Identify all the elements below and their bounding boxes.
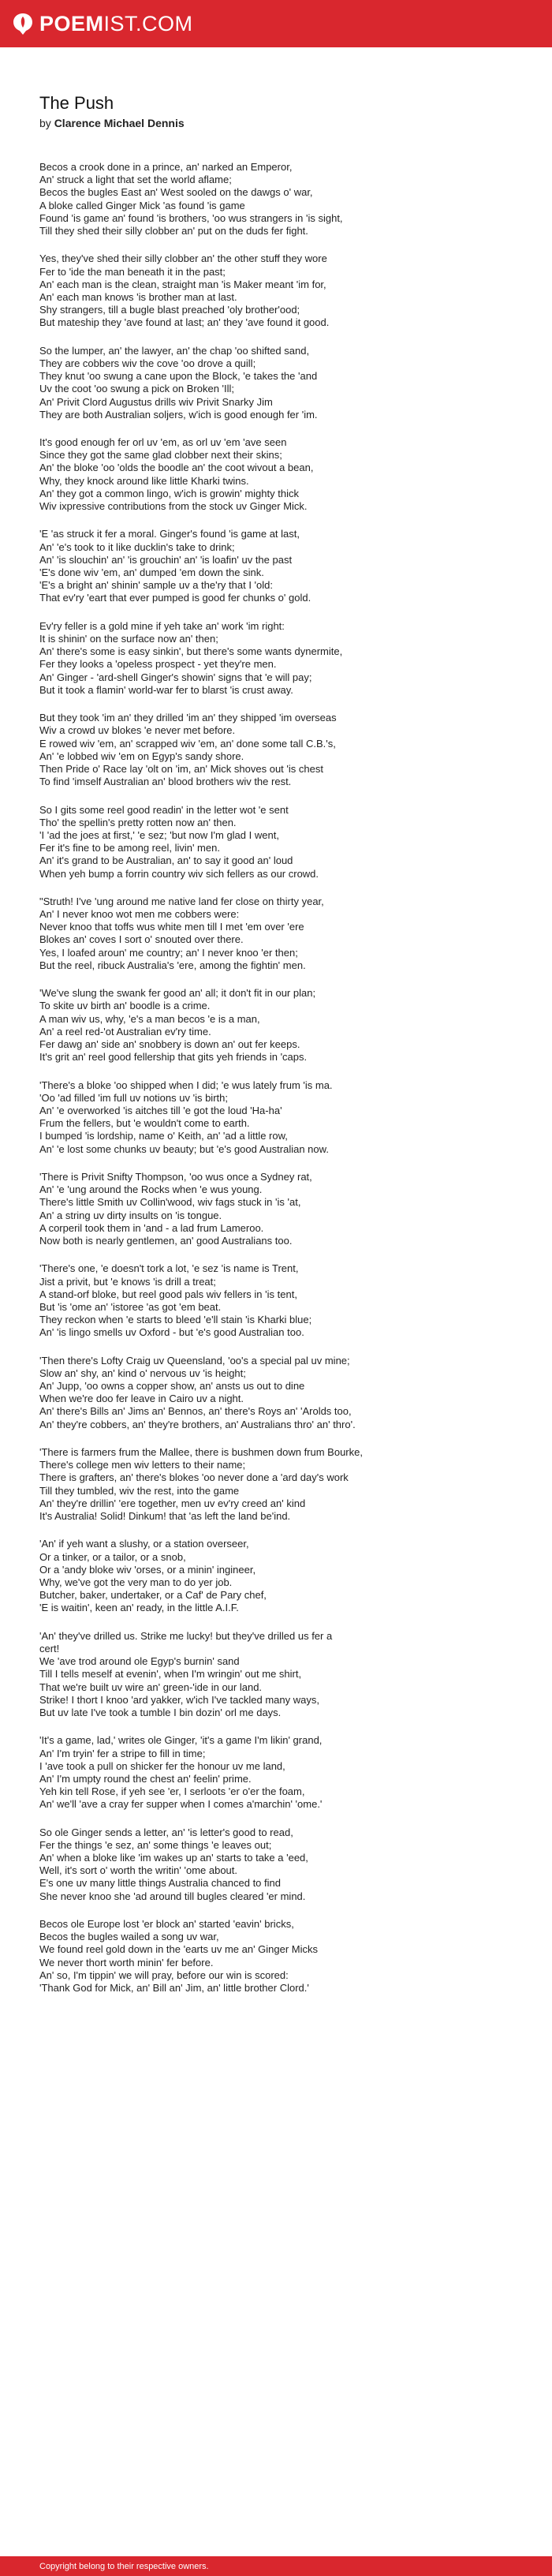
poem-line: "Struth! I've 'ung around me native land fer close on thirty year, bbox=[39, 895, 324, 907]
poem-byline bbox=[39, 117, 528, 129]
poem-stanza bbox=[39, 1538, 528, 1614]
poem-line: An' each man knows 'is brother man at last. bbox=[39, 290, 237, 303]
poem-line: To skite uv birth an' boodle is a crime. bbox=[39, 1000, 211, 1012]
poem-line: 'E 'as struck it fer a moral. Ginger's found 'is game at last, bbox=[39, 528, 300, 540]
poem-line: An' each man is the clean, straight man 'is Maker meant 'im for, bbox=[39, 278, 326, 290]
poem-line: An' Privit Clord Augustus drills wiv Privit Snarky Jim bbox=[39, 395, 273, 408]
poem-stanza bbox=[39, 1918, 528, 1995]
poem-line: An' it's grand to be Australian, an' to say it good an' loud bbox=[39, 854, 293, 867]
poem-stanza bbox=[39, 620, 528, 697]
poem-line: An' struck a light that set the world aflame; bbox=[39, 174, 232, 186]
poem-line: An' 'e 'ung around the Rocks when 'e wus young. bbox=[39, 1183, 263, 1196]
poem-line: It's good enough fer orl uv 'em, as orl uv 'em 'ave seen bbox=[39, 436, 287, 449]
poem-stanza bbox=[39, 1734, 528, 1811]
poem-line: 'An' if yeh want a slushy, or a station overseer, bbox=[39, 1538, 249, 1550]
poem-line: 'E is waitin', keen an' ready, in the little A.I.F. bbox=[39, 1602, 239, 1614]
poem-stanza bbox=[39, 1171, 528, 1247]
poem-line: 'E's a bright an' shinin' sample uv a the'ry that I 'old: bbox=[39, 579, 273, 592]
poem-line: E's one uv many little things Australia chanced to find bbox=[39, 1877, 281, 1890]
poem-line: 'We've slung the swank fer good an' all; it don't fit in our plan; bbox=[39, 987, 316, 1000]
poem-line: An' 'e lost some chunks uv beauty; but 'e's good Australian now. bbox=[39, 1142, 329, 1155]
poem-line: Well, it's sort o' worth the writin' 'ome about. bbox=[39, 1864, 238, 1877]
poem-line: Or a 'andy bloke wiv 'orses, or a minin' ingineer, bbox=[39, 1563, 256, 1576]
poem-line: Then Pride o' Race lay 'olt on 'im, an' Mick shoves out 'is chest bbox=[39, 762, 323, 775]
poem-line: Fer dawg an' side an' snobbery is down an' out fer keeps. bbox=[39, 1038, 300, 1051]
poem-author[interactable]: Clarence Michael Dennis bbox=[54, 117, 185, 129]
poem-line: cert! bbox=[39, 1642, 60, 1654]
poem-stanza bbox=[39, 436, 528, 513]
poem-line: A stand-orf bloke, but reel good pals wiv fellers in 'is tent, bbox=[39, 1288, 297, 1300]
poem-stanza bbox=[39, 345, 528, 421]
poem-line: It is shinin' on the surface now an' then; bbox=[39, 633, 218, 645]
poem-title: The Push bbox=[39, 93, 114, 113]
poem-line: Becos the bugles wailed a song uv war, bbox=[39, 1931, 219, 1943]
poem-line: Tho' the spellin's pretty rotten now an' then. bbox=[39, 816, 237, 828]
poem-line: 'E's done wiv 'em, an' dumped 'em down the sink. bbox=[39, 566, 264, 579]
poem-line: There is grafters, an' there's blokes 'oo never done a 'ard day's work bbox=[39, 1471, 349, 1484]
poem-line: She never knoo she 'ad around till bugles cleared 'er mind. bbox=[39, 1890, 306, 1902]
poem-line: An' 'e overworked 'is aitches till 'e got the loud 'Ha-ha' bbox=[39, 1105, 282, 1116]
poem-body bbox=[39, 161, 528, 1995]
poem-line: Till they shed their silly clobber an' put on the duds fer fight. bbox=[39, 225, 308, 237]
poem-line: An' we'll 'ave a cray fer supper when I comes a'marchin' 'ome.' bbox=[39, 1798, 323, 1811]
poem-line: That ev'ry 'eart that ever pumped is good fer chunks o' gold. bbox=[39, 592, 311, 604]
poem-line: An' they're cobbers, an' they're brothers, an' Australians thro' an' thro'. bbox=[39, 1418, 356, 1430]
poem-line: But 'is 'ome an' 'istoree 'as got 'em beat. bbox=[39, 1300, 222, 1313]
poem-line: It's grit an' reel good fellership that gits yeh friends in 'caps. bbox=[39, 1051, 308, 1064]
byline-label: by bbox=[39, 117, 51, 129]
poem-line: We never thort worth minin' fer before. bbox=[39, 1956, 214, 1968]
poem-line: But mateship they 'ave found at last; an' they 'ave found it good. bbox=[39, 316, 330, 329]
copyright-text: Copyright belong to their respective owners. bbox=[39, 2561, 209, 2571]
poem-stanza bbox=[39, 1079, 528, 1156]
poem-line: Fer it's fine to be among reel, livin' men. bbox=[39, 842, 220, 854]
poem-line: An' Ginger - 'ard-shell Ginger's showin' signs that 'e will pay; bbox=[39, 671, 312, 683]
poem-content bbox=[39, 93, 528, 2010]
poem-line: An' 'is slouchin' an' 'is grouchin' an' 'is loafin' uv the past bbox=[39, 553, 293, 566]
poem-line: An' I never knoo wot men me cobbers were: bbox=[39, 908, 240, 921]
poem-line: They are both Australian soljers, w'ich is good enough fer 'im. bbox=[39, 408, 318, 421]
poem-line: When yeh bump a forrin country wiv sich fellers as our crowd. bbox=[39, 867, 319, 880]
poem-line: An' a string uv dirty insults on 'is tongue. bbox=[39, 1209, 222, 1221]
poem-line: So ole Ginger sends a letter, an' 'is letter's good to read, bbox=[39, 1826, 293, 1838]
poem-line: Till I tells meself at evenin', when I'm wringin' out me shirt, bbox=[39, 1668, 302, 1681]
poem-line: Shy strangers, till a bugle blast preached 'oly brother'ood; bbox=[39, 304, 300, 316]
poem-line: An' 'e's took to it like ducklin's take to drink; bbox=[39, 540, 235, 553]
poem-line: An' there's Bills an' Jims an' Bennos, an' there's Roys an' 'Arolds too, bbox=[39, 1405, 352, 1418]
poem-line: An' I'm tryin' fer a stripe to fill in time; bbox=[39, 1747, 206, 1759]
poem-line: A bloke called Ginger Mick 'as found 'is game bbox=[39, 199, 245, 211]
poem-line: Yes, I loafed aroun' me country; an' I never knoo 'er then; bbox=[39, 946, 298, 959]
poem-line: Uv the coot 'oo swung a pick on Broken 'Ill; bbox=[39, 383, 235, 395]
site-logo[interactable] bbox=[11, 12, 193, 36]
poem-line: But it took a flamin' world-war fer to blarst 'is crust away. bbox=[39, 683, 293, 696]
poem-line: Jist a privit, but 'e knows 'is drill a treat; bbox=[39, 1275, 216, 1288]
poem-line: Fer they looks a 'opeless prospect - yet they're men. bbox=[39, 658, 277, 671]
poem-line: So the lumper, an' the lawyer, an' the chap 'oo shifted sand, bbox=[39, 344, 310, 357]
poem-line: To find 'imself Australian an' blood brothers wiv the rest. bbox=[39, 776, 292, 788]
poem-line: 'There's a bloke 'oo shipped when I did; 'e wus lately frum 'is ma. bbox=[39, 1079, 333, 1091]
poem-line: Till they tumbled, wiv the rest, into the game bbox=[39, 1484, 240, 1497]
poem-line: A man wiv us, why, 'e's a man becos 'e is a man, bbox=[39, 1012, 260, 1025]
poem-line: 'There is Privit Snifty Thompson, 'oo wus once a Sydney rat, bbox=[39, 1170, 312, 1183]
poem-line: 'An' they've drilled us. Strike me lucky! but they've drilled us fer a bbox=[39, 1629, 333, 1642]
poem-line: They reckon when 'e starts to bleed 'e'll stain 'is Kharki blue; bbox=[39, 1314, 312, 1326]
poem-line: There's little Smith uv Collin'wood, wiv fags stuck in 'is 'at, bbox=[39, 1196, 301, 1209]
site-footer bbox=[0, 2556, 552, 2576]
poem-line: Ev'ry feller is a gold mine if yeh take an' work 'im right: bbox=[39, 619, 285, 632]
poem-line: An' the bloke 'oo 'olds the boodle an' the coot wivout a bean, bbox=[39, 462, 314, 474]
poem-line: Frum the fellers, but 'e wouldn't come to earth. bbox=[39, 1117, 250, 1130]
poem-line: They are cobbers wiv the cove 'oo drove a quill; bbox=[39, 357, 256, 369]
poem-line: Since they got the same glad clobber next their skins; bbox=[39, 449, 282, 462]
poem-stanza bbox=[39, 1826, 528, 1903]
poem-stanza bbox=[39, 1630, 528, 1719]
poem-line: But the reel, ribuck Australia's 'ere, among the fightin' men. bbox=[39, 959, 306, 971]
poem-line: An' 'is lingo smells uv Oxford - but 'e's good Australian too. bbox=[39, 1326, 304, 1339]
poem-line: Strike! I thort I knoo 'ard yakker, w'ich I've tackled many ways, bbox=[39, 1693, 319, 1706]
poem-stanza bbox=[39, 1355, 528, 1431]
poem-line: An' I'm umpty round the chest an' feelin' prime. bbox=[39, 1772, 252, 1785]
poem-line: 'Then there's Lofty Craig uv Queensland, 'oo's a special pal uv mine; bbox=[39, 1354, 350, 1367]
poem-line: An' they're drillin' 'ere together, men uv ev'ry creed an' kind bbox=[39, 1497, 306, 1509]
poem-line: Wiv ixpressive contributions from the stock uv Ginger Mick. bbox=[39, 500, 308, 513]
poem-stanza bbox=[39, 252, 528, 329]
poem-stanza bbox=[39, 161, 528, 237]
site-header bbox=[0, 0, 552, 47]
poem-line: Wiv a crowd uv blokes 'e never met before. bbox=[39, 724, 236, 737]
poem-stanza bbox=[39, 1262, 528, 1339]
poem-line: Slow an' shy, an' kind o' nervous uv 'is height; bbox=[39, 1367, 246, 1379]
poem-line: Becos a crook done in a prince, an' narked an Emperor, bbox=[39, 161, 293, 173]
poem-line: Why, they knock around like little Kharki twins. bbox=[39, 474, 249, 487]
poem-line: 'Thank God for Mick, an' Bill an' Jim, an' little brother Clord.' bbox=[39, 1982, 309, 1995]
poem-line: It's Australia! Solid! Dinkum! that 'as left the land be'ind. bbox=[39, 1510, 291, 1523]
poem-line: Becos ole Europe lost 'er block an' started 'eavin' bricks, bbox=[39, 1918, 294, 1931]
poem-stanza bbox=[39, 804, 528, 880]
poem-line: Found 'is game an' found 'is brothers, 'oo wus strangers in 'is sight, bbox=[39, 211, 343, 224]
poem-stanza bbox=[39, 1446, 528, 1523]
poem-line: Yeh kin tell Rose, if yeh see 'er, I serloots 'er o'er the foam, bbox=[39, 1785, 305, 1798]
poem-line: I 'ave took a pull on shicker fer the honour uv me land, bbox=[39, 1759, 285, 1772]
poem-line: An' Jupp, 'oo owns a copper show, an' ansts us out to dine bbox=[39, 1380, 305, 1393]
poem-line: But they took 'im an' they drilled 'im an' they shipped 'im overseas bbox=[39, 712, 337, 724]
logo-bold-text: POEM bbox=[39, 11, 104, 36]
poem-stanza bbox=[39, 895, 528, 972]
poem-line: 'Oo 'ad filled 'im full uv notions uv 'is birth; bbox=[39, 1091, 228, 1104]
poem-line: Never knoo that toffs wus white men till I met 'em over 'ere bbox=[39, 921, 304, 933]
poem-line: 'It's a game, lad,' writes ole Ginger, 'it's a game I'm likin' grand, bbox=[39, 1734, 323, 1747]
poem-line: We found reel gold down in the 'earts uv me an' Ginger Micks bbox=[39, 1943, 319, 1956]
poem-line: An' so, I'm tippin' we will pray, before our win is scored: bbox=[39, 1968, 289, 1981]
poem-line: Butcher, baker, undertaker, or a Caf' de Pary chef, bbox=[39, 1589, 267, 1602]
poem-line: An' 'e lobbed wiv 'em on Egyp's sandy shore. bbox=[39, 750, 244, 762]
poemist-logo-icon bbox=[11, 12, 35, 36]
poem-line: 'I 'ad the joes at first,' 'e sez; 'but now I'm glad I went, bbox=[39, 828, 279, 841]
poem-line: An' they got a common lingo, w'ich is growin' mighty thick bbox=[39, 487, 299, 499]
poem-line: An' there's some is easy sinkin', but there's some wants dynermite, bbox=[39, 645, 343, 658]
poem-line: Becos the bugles East an' West sooled on the dawgs o' war, bbox=[39, 186, 313, 199]
poem-line: When we're doo fer leave in Cairo uv a night. bbox=[39, 1393, 244, 1405]
poem-line: An' when a bloke like 'im wakes up an' starts to take a 'eed, bbox=[39, 1852, 308, 1864]
poem-line: So I gits some reel good readin' in the letter wot 'e sent bbox=[39, 803, 289, 816]
poem-line: They knut 'oo swung a cane upon the Block, 'e takes the 'and bbox=[39, 370, 318, 383]
poem-line: There's college men wiv letters to their name; bbox=[39, 1459, 246, 1471]
poem-line: An' a reel red-'ot Australian ev'ry time. bbox=[39, 1025, 211, 1038]
poem-stanza bbox=[39, 528, 528, 604]
poem-line: 'There is farmers frum the Mallee, there is bushmen down frum Bourke, bbox=[39, 1446, 363, 1459]
poem-line: Why, we've got the very man to do yer job. bbox=[39, 1576, 233, 1588]
poem-line: But uv late I've took a tumble I bin dozin' orl me days. bbox=[39, 1706, 282, 1718]
poem-line: I bumped 'is lordship, name o' Keith, an' 'ad a little row, bbox=[39, 1130, 288, 1142]
poem-line: That we're built uv wire an' green-'ide in our land. bbox=[39, 1681, 263, 1693]
poem-line: 'There's one, 'e doesn't tork a lot, 'e sez 'is name is Trent, bbox=[39, 1262, 299, 1275]
poem-line: Yes, they've shed their silly clobber an' the other stuff they wore bbox=[39, 252, 327, 265]
poem-line: E rowed wiv 'em, an' scrapped wiv 'em, an' done some tall C.B.'s, bbox=[39, 737, 336, 750]
poem-line: Blokes an' coves I sort o' snouted over there. bbox=[39, 933, 244, 946]
poem-line: Now both is nearly gentlemen, an' good Australians too. bbox=[39, 1234, 293, 1247]
poem-line: A corperil took them in 'and - a lad frum Lameroo. bbox=[39, 1221, 264, 1234]
site-logo-text bbox=[39, 12, 193, 36]
logo-light-text: IST.COM bbox=[103, 11, 193, 36]
poem-line: We 'ave trod around ole Egyp's burnin' sand bbox=[39, 1655, 240, 1668]
poem-line: Fer to 'ide the man beneath it in the past; bbox=[39, 265, 226, 278]
poem-line: Fer the things 'e sez, an' some things 'e leaves out; bbox=[39, 1838, 272, 1851]
poem-stanza bbox=[39, 712, 528, 788]
poem-stanza bbox=[39, 987, 528, 1064]
poem-line: Or a tinker, or a tailor, or a snob, bbox=[39, 1550, 186, 1563]
